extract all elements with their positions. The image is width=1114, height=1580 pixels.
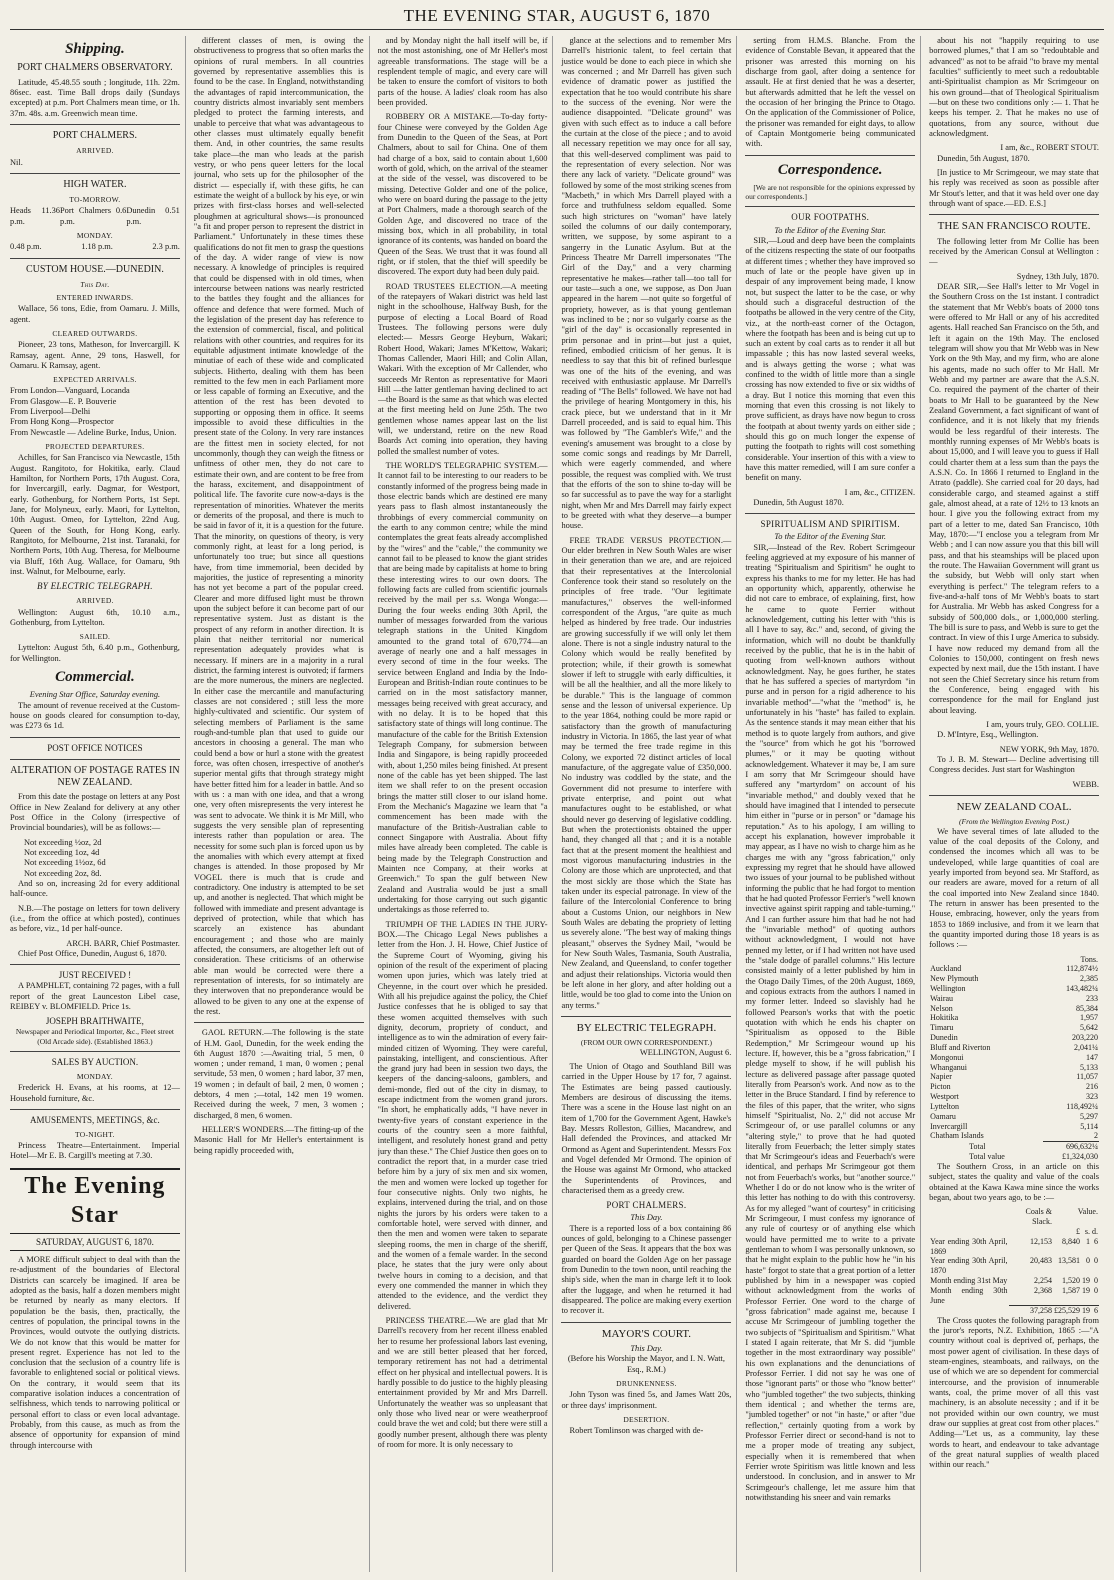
coal-tons: 216 xyxy=(1085,1082,1098,1092)
sf-date: Sydney, 13th July, 1870. xyxy=(1016,271,1099,281)
pamphlet-ad: A PAMPHLET, containing 72 pages, with a full report of the great Launceston Libel case, REIBEY v. BLOMFIELD. Price 1s. xyxy=(10,981,180,1012)
post-office-heading: POST OFFICE NOTICES xyxy=(47,742,143,753)
coal-row xyxy=(929,1023,1099,1033)
commercial-text: The amount of revenue received at the Custom-house on goods cleared for consumption to-day, was £273 6s 1d. xyxy=(10,700,180,731)
san-francisco-heading: THE SAN FRANCISCO ROUTE. xyxy=(937,220,1091,233)
coal-source: (From the Wellington Evening Post.) xyxy=(959,817,1070,827)
ny-sign: WEBB. xyxy=(1072,779,1099,789)
mayors-court-day: This Day. xyxy=(630,1344,663,1354)
road-trustees-item: ROAD TRUSTEES ELECTION.—A meeting of the ratepayers of Wakari district was held last night in the schoolhouse, Halfway Bush, for the purpose of electing a Local Board of Road Trustees. The following persons were duly elected:— Messrs George Heyburn, Wakari; Robert Hood, Wakari; James M'Kettow, Wakari; Thomas Callender, Maori Hill; and Colin Allan, Wakari. With the exception of Mr Callender, who succeeds Mr Renton as representative for Maori Hill —the latter gentleman having declined to act—the Board is the same as that which was elected at the first meeting held on June 25th. The two gentlemen whose names appear last on the list will, we understand, retire on the new Road Boards Act coming into operation, they having polled the smallest number of votes. xyxy=(377,281,548,456)
coal2-cell: 0 xyxy=(1093,1256,1098,1266)
coal2-cell: 1 xyxy=(1085,1236,1090,1246)
coal2-cell: 8,840 xyxy=(1061,1236,1080,1246)
hw-monday-dunedin: 2.3 p.m. xyxy=(152,242,180,252)
hw-port: Port Chalmers 0.6 p.m. xyxy=(60,206,127,226)
entered-inwards-label: ENTERED INWARDS. xyxy=(56,293,134,303)
coal2-row xyxy=(929,1237,1099,1257)
coal-value-amount: £1,324,030 xyxy=(1061,1152,1098,1162)
column-5 xyxy=(745,36,921,1572)
coal-end: The Cross quotes the following paragraph from the juror's reports, N.Z. Exhibition, 1865 :—"A country without coal is deprived of, perhaps, the most power agent of civilisation. In these days of steam-engines, steamboats, and railways, on the use of which we are so dependent for commercial intercourse, and the provision of innumerable wants, coal, the prime mover of all this vast machinery, is an absolute necessity ; and if it be not provided within our own country, we must draw our supplies at great cost from other places." Adding—"Let us, as a community, lay these words to heart, and endeavour to take advantage of the great natural supplies of wealth placed within our reach." xyxy=(929,1315,1099,1470)
postage-rate: Not exceeding 1oz, 4d xyxy=(24,848,100,858)
coal-tons: 5,642 xyxy=(1079,1023,1098,1033)
coal2-period: Month ending 31st May xyxy=(930,1276,1008,1285)
monday-label: MONDAY. xyxy=(76,231,113,241)
tomorrow-label: TO-MORROW. xyxy=(69,195,121,205)
sf-to: D. M'Intyre, Esq., Wellington. xyxy=(937,730,1039,740)
coal-row xyxy=(929,1033,1099,1043)
coal-port: Hokitika xyxy=(930,1013,959,1023)
coal2-cell: 2,254 xyxy=(1033,1276,1052,1285)
coal-port: Wairau xyxy=(930,993,954,1003)
high-water-heading: HIGH WATER. xyxy=(63,178,127,190)
hw-monday-row xyxy=(10,242,180,252)
coal-port: Oamaru xyxy=(930,1111,956,1121)
paper-title: The Evening Star xyxy=(10,1168,180,1234)
coal-port: Chatham Islands xyxy=(930,1131,984,1141)
mayors-court-before: (Before his Worship the Mayor, and I. N. Watt, Esq., R.M.) xyxy=(567,1354,725,1374)
coal-tons: 1,957 xyxy=(1079,1013,1098,1023)
coal2-period: Year ending 30th April, 1870 xyxy=(930,1256,1008,1276)
entered-text: Wallace, 56 tons, Edie, from Oamaru. J. Mills, agent. xyxy=(10,304,180,324)
et-arrived-text: Wellington: August 6th, 10.10 a.m., Gothenburg, from Lyttelton. xyxy=(10,607,180,627)
commercial-office: Evening Star Office, Saturday evening. xyxy=(29,690,161,700)
column-2 xyxy=(194,36,370,1572)
kawa-kawa-table xyxy=(929,1207,1099,1316)
sailed-label: SAILED. xyxy=(79,632,111,642)
hw-dunedin: Dunedin 0.51 p.m. xyxy=(126,206,180,226)
coal-row xyxy=(929,1102,1099,1112)
coal-row xyxy=(929,1082,1099,1092)
coal-tons: 118,492¼ xyxy=(1066,1101,1098,1111)
postage-rate: Not exceeding 2oz, 8d. xyxy=(24,868,102,878)
coal2-sub-pence: d. xyxy=(1091,1226,1098,1236)
coal2-cell: 1,520 xyxy=(1061,1276,1080,1285)
mayors-court-heading: MAYOR'S COURT. xyxy=(601,1327,692,1340)
coal2-cell: 0 xyxy=(1093,1276,1098,1285)
coal-tons: 2 xyxy=(1093,1131,1098,1141)
coal-port: Auckland xyxy=(930,964,962,974)
correspondence-heading: Correspondence. xyxy=(777,161,883,178)
wellington-text: The Union of Otago and Southland Bill was carried in the Upper House by 17 for, 7 against. The Estimates are being passed cautiously. Members are desirous of discussing the items. There was a scene in the House last night on an item of 1,700 for the Government Agent, Hawke's Bay. Messrs Rolleston, Gillies, Macandrew, and Hall defended the Provinces, and attacked Mr Ormond as Agent and Superintendent. Messrs Fox and Vogel defended Mr Ormond. The opinion of the House was against Mr Ormond, who attacked the Superintendents of Provinces, and characterised them as a greedy crew. xyxy=(561,1061,732,1195)
coal2-total-pence: 6 xyxy=(1091,1305,1099,1315)
braithwaite-name: JOSEPH BRAITHWAITE, xyxy=(45,1016,144,1027)
postage-office: Chief Post Office, Dunedin, August 6, 1870. xyxy=(18,949,167,959)
postage-nb: N.B.—The postage on letters for town delivery (i.e., from the office at which posted), continues as before, viz., 1d per half-ounce. xyxy=(10,903,180,934)
coal2-period: Month ending 30th June xyxy=(930,1285,1008,1305)
coal-tons: 5,114 xyxy=(1080,1121,1098,1131)
braithwaite-desc: Newspaper and Periodical Importer, &c., Fleet street (Old Arcade side). (Established 1863.) xyxy=(15,1027,174,1046)
spiritualism-letter: SIR,—Instead of the Rev. Robert Scrimgeour feeling aggrieved at my exposure of his manner of treating "Spiritualism and Spiritism" he ought to express his thanks to me for my letter. He has had an opportunity which, apparently, otherwise he did not care to embrace, of explaining, first, how he came to quote Ferrier without acknowledgement, cutting his letter with "this is all I have to say, &c." and, second, of giving the information, which will no doubt be thankfully received by the public, that he is in the habit of quoting from well-known authors without acknowledgment. Nay, he goes further, he states that he has suffered a species of martyrdom "in purse and in person for a rigid adherence to his invariable method"—"what the "method" is, he unfortunately in his "haste" has failed to explain. As the sentence stands it may mean either that his method is to quote largely from authors, and give the "source" from which he got his "borrowed plumes," or it may be quoting without acknowledgement. Whatever it may be, I am sure I am sorry that Mr Scrimgeour should have suffered any "martyrdom" on account of his "invariable method," and doubly vexed that he should have imagined that I intended to persecute him either in "purse or in person" or "damage his reputation." As to his apology, I am willing to accept his explanation, however improbable it may appear, as I have no wish to charge him as he charges me with any "gross fabrication," only expressing my regret that he should have allowed two issues of your journal to be published without informing the public that he had forgot to mention that he had quoted Professor Ferrier's "well known invective against spirit rapping and table-turning." And I can further assure him that had he not had the "invariable method" of quoting authors without acknowledgment, I would not have penned my letter, or if I had written not have used the "stale dodge of parallel columns." His lecture consisted mainly of a letter published by him in the Otago Daily Times, of the 20th August, 1869, and copious extracts from the authors I named in my former letter. Indeed so slavishly had he followed Pearson's works that with the poetic quotation with which he ends his chapter on "Spiritualism as opposed to the Bible Redemption," Mr Scrimgeour wound up his lecture. If, however, this be a "gross fabrication," I pledge myself to show, if he will publish his lecture as delivered passage after passage quoted literally from Pearson's work. And now as to the letter in the Bruce Standard. I find by reference to the files of this paper, that the writer, who signs himself "Spiritualist, No. 2," did not accuse Mr Scrimgeour of, or use parallel columns or any "altering style," to prove that he had quoted literally from Feuerbach; the letter simply states that Mr Scrimgeour's ideas and Feuerbach's were identical, and perhaps Mr Scrimgeour got them not from Feuerbach's works, but "another source." Whether I do or do not know who is the writer of this letter has nothing to do with this controversy. As for my alleged "want of courtesy" in criticising Mr Scrimgeour, I must confess my ignorance of any rule of courtesy or of anything else which would have permitted me to write to a private gentleman to whom I was personally unknown, so that he might explain to the public how he "in his haste" forgot to state that a great portion of a letter published by him in a newspaper was copied without acknowledgment from the works of Professor Ferrier. One word to the charge of "gross fabrication" made against me, because I accuse Mr Scrimgeour of jumbling together the two subjects of "Spiritualism and Spiritism." What I stated I again reiterate, that Mr S. did "jumble together in the most extraordinary way possible" his own explanations and the denunciations of Professor Ferrier. I did not say he was one of those "ignorant parts" or those who "know better" who "jumbled together" the two subjects, thinking them identical ; and whether the terms are, "jumbled together" or not "in haste," or after "due reflection," certainly quoting from a work by Professor Ferrier direct or second-hand is not to me a proper mode of treating any subject, especially when it is remembered that when Ferrier wrote Spiritism was little known and less understood. In conclusion, and in answer to Mr Scrimgeour's challenge, let me assure him that notwithstanding his sneer and vain remarks xyxy=(745,542,916,1502)
desertion-label: DESERTION. xyxy=(623,1414,670,1424)
commercial-heading: Commercial. xyxy=(55,669,135,686)
coal-intro: We have several times of late alluded to the value of the coal deposits of the Colony, and condensed the incomes which all was to be undeveloped, while large quantities of coal are yearly imported from beyond sea. Mr Stafford, as our readers are aware, moved for a return of all the coal imported into New Zealand since 1840. The return in answer has been presented to the House, embracing, however, only the years from 1853 to 1869 inclusive, and from it we learn that the quantity imported during those 18 years is as follows :— xyxy=(929,826,1099,950)
hw-tomorrow-row xyxy=(10,206,180,227)
footpaths-sign: I am, &c., CITIZEN. xyxy=(844,487,916,497)
port-chalmers-day: This Day. xyxy=(630,1213,663,1223)
telegraph-item: THE WORLD'S TELEGRAPHIC SYSTEM.—It cannot fail to be interesting to our readers to be constantly informed of the progress being made in those electric bands which are destined ere many years pass to flash almost instantaneously the throbbings of every commercial community on the earth to any common centre; while the mind contemplates the great feats already accomplished by the "wires" and the "cable," the community we cannot fail to be pleased to know the giant strides that are being made by capitalists at home to bring these interesting wires to our own doors. The following facts are culled from scientific journals received by the mail per s.s. Wonga Wonga:—During the four weeks ending 30th April, the number of messages forwarded from the various telegraph stations in the United Kingdom amounted to the grand total of 670,774—an average of nearly one and a half messages in every second of time in the four weeks. The service between England and India by the Indo-European and British-Indian route continues to be carried on in the most satisfactory manner, messages being received with great accuracy, and with no delay. It is to be hoped that this satisfactory state of things will long continue. The manufacture of the cable for the British Extension Telegraph Company, for submersion between India and Singapore, is being rapidly proceeded with, about 1,250 miles being finished. At present none of the cable has yet been shipped. The last item we shall refer to on the present occasion brings the matter still closer to our island home. From the Mechanic's Magazine we learn that "a commencement has been made with the manufacture of the British-Australian cable to connect Singapore with Australia. About fifty miles have already been completed. The cable is being made by the Telegraph Construction and Mainten nce Company, at their works at Greenwich." To span the gulf between New Zealand and Australia would be just a small undertaking for those carrying out such gigantic undertakings as those referred to. xyxy=(377,461,548,915)
arrived-label: ARRIVED. xyxy=(76,146,114,156)
coal-row xyxy=(929,984,1099,994)
observatory-text: Latitude, 45.48.55 south ; longitude, 11h. 22m. 86sec. east. Time Ball drops daily (Sundays excepted) at p.m. Port Chalmers mean time, or 1h. 37m. 48s. a.m. Greenwich mean time. xyxy=(10,77,180,118)
coal-row xyxy=(929,974,1099,984)
arrival-item: From Newcastle — Adeline Burke, Indus, Union. xyxy=(10,427,177,437)
coal-row xyxy=(929,1063,1099,1073)
postage-heading: ALTERATION OF POSTAGE RATES IN NEW ZEALAND. xyxy=(10,764,180,789)
tonight-label: TO-NIGHT. xyxy=(75,1129,115,1139)
coal2-row xyxy=(929,1276,1099,1286)
hw-monday-port: 1.18 p.m. xyxy=(81,242,113,252)
coal-tons: 203,220 xyxy=(1071,1033,1098,1043)
nz-coal-heading: NEW ZEALAND COAL. xyxy=(956,800,1072,813)
heller-continued: and by Monday night the hall itself will be, if not the most astonishing, one of Mr Heller's most agreeable transformations. The stage will be a resplendent temple of magic, and every care will be taken to ensure the comfort of visitors to both parts of the house. A ladies' cloak room has also been provided. xyxy=(377,36,548,107)
stout-sign: I am, &c., ROBERT STOUT. xyxy=(1000,143,1099,153)
coal2-cell: 13,581 xyxy=(1057,1256,1080,1266)
coal-row xyxy=(929,994,1099,1004)
coal-imports-table xyxy=(929,955,1099,1162)
drunkenness-text: John Tyson was fined 5s, and James Watt 20s, or three days' imprisonment. xyxy=(561,1390,732,1410)
cleared-label: CLEARED OUTWARDS. xyxy=(52,329,138,338)
coal2-cell: 0 xyxy=(1085,1256,1090,1266)
departures-text: Achilles, for San Francisco via Newcastle, 15th August. Rangitoto, for Hokitika, early. Claud Hamilton, for Northern Ports, 17th August. Cora, for Invercargill, early. Dagmar, for Westport, early. Gothenburg, for Northern Ports, 1st Sept. Jane, for Molyneux, early. Maori, for Lyttelton, 10th August. Omeo, for Lyttelton, 22nd Aug. Queen of the South, for Hong Kong, early. Rangitoto, for Melbourne, 21st inst. Taranaki, for Northern Ports, 10th Aug. Theresa, for Melbourne via Bluff, 16th Aug. Wallace, for Oamaru, 9th inst. Walnut, for Melbourne, early. xyxy=(10,453,180,576)
coal2-total-shillings: 19 xyxy=(1081,1305,1090,1315)
arrival-item: From London—Vanguard, Locanda xyxy=(10,386,130,396)
coal-total-value: 696,632¼ xyxy=(1043,1142,1099,1152)
coal-row xyxy=(929,964,1099,974)
coal-tons: 323 xyxy=(1085,1092,1098,1102)
port-chalmers-heading: PORT CHALMERS. xyxy=(606,1200,687,1211)
own-correspondent: (FROM OUR OWN CORRESPONDENT.) xyxy=(580,1038,712,1048)
spiritualism-editor: To the Editor of the Evening Star. xyxy=(774,532,887,542)
stout-date: Dunedin, 5th August, 1870. xyxy=(937,153,1030,163)
coal-tons: 5,133 xyxy=(1079,1062,1098,1072)
coal-port: Mongonui xyxy=(930,1052,964,1062)
coal2-cell: 19 xyxy=(1081,1276,1090,1285)
coal-row xyxy=(929,1013,1099,1023)
robbery-item: ROBBERY OR A MISTAKE.—To-day forty-four Chinese were conveyed by the Golden Age from Dunedin to the Queen of the Seas, at Port Chalmers, about to sail for China. One of them had charge of a box, said to contain about 1,600 worth of gold, which, on the arrival of the steamer at the side of the vessel, was discovered to be missing. Detective Golder and one of the police, who were on board during the passage to the jetty at Port Chalmers, made a thorough search of the Golden Age, and discovered no trace of the missing box, which in all probability, in total ignorance of its contents, was handed on board the Queen of the Seas. We trust that it was found all right, or if stolen, that the thief will speedily be discovered. The export duty had been duly paid. xyxy=(377,112,548,277)
ny-date: NEW YORK, 9th May, 1870. xyxy=(999,744,1099,754)
coal-port: Westport xyxy=(930,1092,959,1102)
coal-port: Lyttelton xyxy=(930,1101,960,1111)
ny-text: To J. B. M. Stewart— Decline advertising till Congress decides. Just start for Washington xyxy=(929,754,1099,775)
coal-tons: 5,297 xyxy=(1079,1111,1098,1121)
coal-port: Napier xyxy=(930,1072,952,1082)
coal-tons: 147 xyxy=(1085,1052,1098,1062)
drunkenness-label: DRUNKENNESS. xyxy=(616,1379,677,1389)
spiritualism-continued: about his not "happily requiring to use borrowed plumes," that I am so "redoubtable and advanced" as not to be afraid "to brave my mental faculties" sufficiently to meet such a redoubtable anti-Spiritualist champion as Mr Scrimgeour on his own ground—that of Theological Spiritualism—but on these two conditions only :— 1. That he keeps his temper. 2. That he makes no use of quotations, from any source, without due acknowledgment. xyxy=(929,36,1099,138)
columns xyxy=(10,36,1104,1572)
leader-text: A MORE difficult subject to deal with than the re-adjustment of the boundaries of Electoral Districts can scarcely be imagined. If area be adopted as the basis, half a dozen members might be returned by nearly as many electors. If population be the basis, then, practically, the centres of population, the principal towns in the Provinces, would outvote the outlying districts. We do not know that this would be matter for present regret. Experience has not led to the conclusion that the seclusion of a country life is favorable to enlightened social or political views. On the contrary, it would seem that its comparative isolation induces a concentration of selfishness, which tends to narrowing political or personal effort to class or even local advantage. Probably, from this cause, as much as from the absence of opportunity for expansion of mind through intercourse with xyxy=(10,1254,180,1450)
hw-heads: Heads 11.36 p.m. xyxy=(10,206,60,226)
column-4 xyxy=(561,36,737,1572)
coal-row xyxy=(929,1072,1099,1082)
column-6 xyxy=(929,36,1104,1572)
coal2-sub-shillings: s. xyxy=(1084,1226,1090,1236)
postage-rates xyxy=(10,838,180,879)
paper-date: SATURDAY, AUGUST 6, 1870. xyxy=(10,1237,180,1251)
footpaths-letter: SIR,—Loud and deep have been the complaints of the citizens respecting the state of our footpaths at different times ; whether they have improved so much of late or the people have given up in despair of any improvement being made, I know not, but suspect the latter to be the case, or why should such a disgraceful destruction of the footpaths be allowed in the very centre of the City, viz., at the north-east corner of the Octagon, where the footpath has been and is being cut up to such an extent by coal carts as to render it all but impassable ; this has now lasted several weeks, and is always getting the worse ; what was confined to the width of little more than a single crossing has now extended to five or six widths of a dray. But I notice this morning that even this morning that even this crossing is not likely to prove sufficient, as drays have now begun to cross the footpath at about twenty yards on either side ; should this go on much longer the expense of putting the footpath to rights will cost something considerable. Your insertion of this with a view to have this matter remedied, will I am sure confer a benefit on many. xyxy=(745,235,916,483)
amusements-text: Princess Theatre—Entertainment. Imperial Hotel—Mr E. B. Cargill's meeting at 7.30. xyxy=(10,1141,180,1161)
arrival-item: From Liverpool—Delhi xyxy=(10,407,91,417)
editor-note: [In justice to Mr Scrimgeour, we may state that his reply was received as soon as possible after Mr Stout's letter, and that it was held over one day through want of space.—ED. E.S.] xyxy=(929,167,1099,208)
coal2-cell: 12,153 xyxy=(1029,1236,1052,1246)
port-heading: PORT CHALMERS. xyxy=(52,130,138,142)
coal2-cell: 0 xyxy=(1093,1285,1098,1295)
just-received: JUST RECEIVED ! xyxy=(58,970,132,981)
theatre-continued: glance at the selections and to remember Mrs Darrell's histrionic talent, to feel certain that justice would be done to each piece in which she was concerned ; and Mr Darrell has given such evidence of dramatic power as justified the expectation that he too would contribute his share to the success of the evening. Nor were the audience disappointed. "Delicate ground" was given with such effect as to induce a call before the curtain at the close of the piece ; and to avoid all necessary repetition we may once for all say, that this well-deserved compliment was paid to the representation of every selection. Nor was there any lack of variety. "Delicate ground" was followed by some of the most striking scenes from "Macbeth," in which Mrs Darrell played with a force and truthfulness seldom equalled. Some such high strictures on "woman" have lately soiled the columns of our daily contemporary, written, we suppose, by some aspirant to a sangerry in the Lunatic Asylum. But at the Princess Theatre Mr Darrell impersonates "The Girl of the Day," and a very charming representative he makes—rather tall—too tall for our taste—such a one, we suppose, as Don Juan appeared in the harem —not quite so forgetful of propriety, however, as is that young gentleman was inclined to be ; nor so vulgarly coarse as the "girl of the day" is occasionally represented in prim personae and in print—but just a quiet, refined, embodied criticism of her genus. It is needless to say that this bit of refined burlesque was one of the hits of the evening, and was received with enthusiastic applause. Mr Darrell's reading of "The Bells" followed. We have not had the privilege of hearing Montgomery in this, his crack piece, but we understand that in it Mr Darrell proceeded, and is said to equal him. This was followed by "The Gambler's Wife," and the evening's amusement was brought to a close by some comic songs and readings by Mr Darrell, which were eagerly commended, and where possible, the request was complied with. We trust that the efforts of the son to shine to-day will be so far successful as to pave the way for a starlight night, when Mr and Mrs Darrell may fairly expect to be greeted with what they deserve—a bumper house. xyxy=(561,36,732,531)
coal-para: The Southern Cross, in an article on this subject, states the quality and value of the coals obtained at the Kawa Kawa mine since the works began, about two years ago, to be :— xyxy=(929,1161,1099,1202)
auction-text: Frederick H. Evans, at his rooms, at 12—Household furniture, &c. xyxy=(10,1083,180,1103)
sf-letter: DEAR SIR,—See Hall's letter to Mr Vogel in the Southern Cross on the 1st instant. I contradict the statement that Mr Webb's boats of 2000 tons were offered to Mr Hall or any of his accredited agents. Hall reached San Francisco on the 5th, and left it again on the 19th May. The enclosed telegram will show you that Mr Webb was in New York on the 9th May, and my firm, who are alone his agents, made no such offer to Mr Hall. Mr Webb and my partner are aware that the A.S.N. Co. required the payment of the charter of their boats to Mr Hall to be guaranteed by the New Zealand Government, a fact significant of want of confidence, and it is not likely that my friends would be less regardful of their interests. The monthly running expenses of Mr Webb's boats is about 15,000, and I will leave you to guess if Hall could charter them at a less sum than the pays the A.S.N. Co. In 1866 I returned to England in the Atrato (paddle). She carried coal for 20 days, had considerable cargo, and steamed against a stiff gale, almost ahead, at a rate of 12½ to 13 knots an hour. I give you the following extract from my part of a letter to me, dated San Francisco, 10th May, 1870:—"I enclose you a telegram from Mr Webb ; and I can now assure you that this bill will pass, and that his steamships will be placed upon the route. The Hawaiian Government will grant us the subsidy, but Webb will only start when everything is perfect." The telegram refers to a five-and-a-half tons of Mr Webb's boats to start for Australia. Mr Webb has asked Congress for a subsidy of 500,000 dols., or 1,000,000 sterling. The bill is sure to pass, and Webb is sure to get the contract. In view of this I urge America to subsidy. I have now reduced my demand from all the Colonies to 150,000, contingent on fresh news expected by next mail, due the 15th instant. I have not seen the Chief Secretary since his return from the Conference, being engaged with his correspondence for the mail for England just about leaving. xyxy=(929,282,1099,715)
coal-tons: 11,057 xyxy=(1076,1072,1098,1082)
coal-row xyxy=(929,1092,1099,1102)
coal2-head-coals: Coals & Slack. xyxy=(1025,1207,1052,1227)
coal-tons: 2,041¼ xyxy=(1073,1042,1098,1052)
coal-row xyxy=(929,1131,1099,1141)
coal-port: Dunedin xyxy=(930,1033,958,1043)
coal2-row xyxy=(929,1286,1099,1306)
amusements-heading: AMUSEMENTS, MEETINGS, &c. xyxy=(30,1114,160,1125)
footpaths-heading: OUR FOOTPATHS. xyxy=(791,212,870,223)
coal2-cell: 1,587 xyxy=(1061,1285,1080,1295)
observatory-heading: PORT CHALMERS OBSERVATORY. xyxy=(17,62,173,74)
spiritualism-heading: SPIRITUALISM AND SPIRITISM. xyxy=(760,519,900,530)
coal2-sub-pounds: £ xyxy=(1075,1226,1080,1236)
postage-rate: Not exceeding ½oz, 2d xyxy=(24,837,102,847)
shipping-heading: Shipping. xyxy=(65,41,125,57)
leader-continued: different classes of men, is owing the obstructiveness to progress that so often marks the opinions of rural members. In all countries governed by representative assemblies this is found to be the case. In England, notwithstanding the advantages of rapid intercommunication, the country districts almost invariably sent members pledged to protect the farming interests, and unable to perceive that what was advantageous to other classes must ultimately equally benefit them. And, in other countries, the same results take place—the man who leads at the parish vestry, or who pens queer letters for the local journal, who sets up for the philosopher of the district — especially if, with these gifts, he can estimate the weight of a bullock by his eye, or win prizes with first-class horses and well-selected ploughmen at agricultural shows—is pronounced "a fit and proper person to represent the district in Parliament." Unfortunately in these times these qualifications do not fit men to grasp the questions of the day. A wider range of view is now necessary. A knowledge of principles is required that could be dispensed with in old times, when intercourse between nations was nearly restricted to the battles they fought and the alliances for offence and defence that were formed. Much of the legislation of the present day has reference to the extension of commercial, fiscal, and political relations with other countries, and requires for its equitable adjustment intimate knowledge of the minutiae of each of these wide and complicated subjects. Hitherto, dealing with them has been remitted to the few men in each Parliament more or less capable of forming an Executive, and the attention of the rest has been devoted to supporting or opposing them in office. It seems impossible to avoid these difficulties in the present state of the Colony. In very rare instances are the fittest men in society elected, for not uncommonly, though they can weigh the fitness or unfitness of other men, they do not care to estimate their own, and are content to be free from the harass, excitement, and disappointment of political life. The favorite cure now-a-days is the representation of minorities. Whatever the merits or demerits of the proposal, and there is much to be said in favor of it, it is a question for the future. That the minority, on questions of theory, is very commonly right, at least for a long period, is unfortunately too true; but since all questions have, from time immemorial, been decided by majorities, the justice of representing a minority has not yet become a part of the popular creed. Clearer and more diffused light must be thrown upon the subject before it can become part of our representative system. Just as distant is the prospect of any reform in another direction. It is plain that neither territorial nor numerical representation adequately provides what is necessary. If miners are in a majority in a rural district, the farming interest is outvoted; if farmers are the more numerous, the miners are neglected. In either case the mercantile and manufacturing classes are not considered ; still less the more highly-cultivated and scientific. Our system of selecting members of Parliament is the same rough-and-tumble plan that used to guide our ancestors in choosing a general. The man who could bend a bow or hurl a stone with the greatest force, was often chosen, irrespective of another's superior mental gifts that through strategy might have better fitted him for a leader in battle. And so with us : a man with one idea, and that a wrong one, very often misrepresents the very interest he was sent to advocate. We think it is Mr Mill, who suggests the very sensible plan of representing interests rather than population or area. The necessity for some such plan is forced upon us by the anomalies with which every attempt at fixed changes is attended. In those proposed by Mr VOGEL there is much that is crude and contradictory. One industry is attempted to be set up, and another is neglected. That which might be followed with immediate and present advantage is deprived of protection, while that which has scarcely an existence has abundant encouragement ; and those who are mainly affected, the consumers, are altogether left out of consideration. These criticisms of an otherwise able man would be corrected were there a representation of interests, for so intimately are they interwoven that no preponderance would be allowed to be given to any one at the expense of the rest. xyxy=(193,36,364,1016)
auction-day: MONDAY. xyxy=(76,1071,113,1081)
footpaths-date: Dunedin, 5th August 1870. xyxy=(753,498,844,508)
heller-wonders: HELLER'S WONDERS.—The fitting-up of the Masonic Hall for Mr Heller's entertainment is being rapidly proceeded with, xyxy=(193,1125,364,1155)
this-day-label: This Day. xyxy=(80,279,110,289)
coal-row xyxy=(929,1004,1099,1014)
coal2-head-value: Value. xyxy=(1077,1207,1098,1217)
auction-heading: SALES BY AUCTION. xyxy=(51,1056,139,1067)
coal-port: Nelson xyxy=(930,1003,953,1013)
coal-port: Wellington xyxy=(930,983,966,993)
coal-port: Picton xyxy=(930,1082,951,1092)
postage-text: From this date the postage on letters at any Post Office in New Zealand for delivery at any other Post Office in the Colony (irrespective of Provincial boundaries), will be as follows:— xyxy=(10,792,180,833)
column-1 xyxy=(10,36,186,1572)
arrival-item: From Glasgow—E. P. Bouverie xyxy=(10,396,117,406)
et-sailed-text: Lyttelton: August 5th, 6.40 p.m., Gothenburg, for Wellington. xyxy=(10,643,180,663)
coal-tons: 233 xyxy=(1085,993,1098,1003)
coal-tons: 112,874½ xyxy=(1066,964,1098,974)
arrival-item: From Hong Kong—Prospector xyxy=(10,417,114,427)
coal-port: New Plymouth xyxy=(930,974,979,984)
coal2-row xyxy=(929,1256,1099,1276)
coal-port: Whanganui xyxy=(930,1062,968,1072)
coal-head: Tons. xyxy=(1080,954,1098,964)
gaol-return: GAOL RETURN.—The following is the state of H.M. Gaol, Dunedin, for the week ending the 6th August 1870 :—Awaiting trial, 5 men, 0 women ; under remand, 1 man, 0 women ; penal servitude, 53 men, 0 women ; hard labor, 37 men, 19 women ; in default of bail, 2 men, 0 women ; debtors, 4 men ;—total, 142 men 19 women. Received during the week, 7 men, 3 women ; discharged, 8 men, 6 women. xyxy=(193,1028,364,1120)
masthead: THE EVENING STAR, AUGUST 6, 1870 xyxy=(10,6,1104,30)
footpaths-editor: To the Editor of the Evening Star. xyxy=(774,225,887,235)
coal-tons: 2,385 xyxy=(1079,974,1098,984)
free-trade-item: FREE TRADE VERSUS PROTECTION.—Our elder brethren in New South Wales are wiser in their generation than we are, and are rejoiced that their representatives at the Intercolonial Conference took their stand so resolutely on the principles of free trade. "Our legitimate manufactures," observes the well-informed correspondent of the Argus, "are quite as much helped as hindered by free trade. Our industries are growing successfully if we will only let them alone. There is not a single industry natural to the Colony which would be really benefited by protection; while, if their growth is somewhat slower if left to struggle with early difficulties, it will be all the healthier, and all the more likely to be durable." This is the language of common sense and the lesson of universal experience. Up to the year 1864, nothing could be more rapid or satisfactory than the growth of manufacturing industry in Victoria. In 1865, the last year of what may be termed the free trade regime in this Colony, we exported 72 distinct articles of local manufacture, of the aggregate value of £350,000. No industry was coddled by the state, and the Government did not presume to interfere with private enterprise, and point out what manufactures ought to be established, or what should never go deserving of legislative coddling. But when the protectionists obtained the upper hand, they changed all that ; and it is a notable fact that at the present moment the healthiest and most vigorous manufacturing industries in the Colony are those which are unprotected, and that the most sickly are those which the State has taken under its especial patronage. In view of the failure of the Intercolonial Conference to bring about a Customs Union, our neighbors in New South Wales are debating the propriety of letting us severely alone. "The best way of making things pleasant," observes the Sydney Mail, "would be for New South Wales, Tasmania, South Australia, New Zealand, and Queensland, to confer together and adjust their relationships. Victoria would then be left alone in her glory, and after holding out a little, would be too glad to come into the Union on any terms." xyxy=(561,535,732,1010)
electric-heading: BY ELECTRIC TELEGRAPH. xyxy=(36,581,153,592)
port-chalmers-text: There is a reported loss of a box containing 86 ounces of gold, belonging to a Chinese passenger per Queen of the Seas. It appears that the box was guarded on board the Golden Age on her passage from Dunedin to the town noon, until reaching the ship's side, when the man in charge left it to look after the luggage, and when he returned it had disappeared. The police are making every exertion to recover it. xyxy=(561,1223,732,1316)
et-arrived-label: ARRIVED. xyxy=(76,596,114,606)
coal-row xyxy=(929,1122,1099,1132)
coal2-period: Year ending 30th April, 1869 xyxy=(930,1236,1008,1256)
hw-monday-heads: 0.48 p.m. xyxy=(10,242,42,252)
desertion-continued: serting from H.M.S. Blanche. From the evidence of Constable Bevan, it appeared that the prisoner was arrested this morning on his discharge from gaol, after doing a sentence for assault. He at first denied that he was a deserter, but afterwards admitted that he left the vessel on the occasion of her bringing the Prince to Otago. On the application of the Commissioner of Police, the prisoner was remanded for eight days, to allow of Captain Montgomerie being communicated with. xyxy=(745,36,916,149)
coal2-total-pounds: £25,529 xyxy=(1053,1305,1080,1315)
coal2-cell: 20,483 xyxy=(1029,1256,1052,1266)
projected-label: PROJECTED DEPARTURES. xyxy=(45,442,145,452)
correspondence-note: [We are not responsible for the opinions expressed by our correspondents.] xyxy=(745,183,916,202)
expected-arrivals-label: EXPECTED ARRIVALS. xyxy=(53,375,137,385)
electric-telegraph-heading: BY ELECTRIC TELEGRAPH. xyxy=(576,1021,717,1034)
postage-after: And so on, increasing 2d for every additional half-ounce. xyxy=(10,879,180,899)
column-3 xyxy=(378,36,554,1572)
coal-tons: 85,384 xyxy=(1075,1003,1098,1013)
coal2-cell: 19 xyxy=(1081,1285,1090,1295)
custom-heading: CUSTOM HOUSE.—DUNEDIN. xyxy=(25,263,164,275)
desertion-text: Robert Tomlinson was charged with de- xyxy=(569,1426,704,1436)
postage-rate: Not exceeding 1½oz, 6d xyxy=(24,858,106,868)
coal-port: Timaru xyxy=(930,1023,954,1033)
coal-tons: 143,482¼ xyxy=(1065,983,1098,993)
arrivals-list xyxy=(10,386,180,438)
postage-sign: ARCH. BARR, Chief Postmaster. xyxy=(66,938,180,948)
coal-port: Invercargill xyxy=(930,1121,968,1131)
coal2-total-tons: 37,258 xyxy=(1009,1305,1053,1315)
sf-intro: The following letter from Mr Collie has been received by the American Consul at Wellington :— xyxy=(929,236,1099,267)
cleared-text: Pioneer, 23 tons, Matheson, for Invercargill. K Ramsay, agent. Anne, 29 tons, Haswell, for Oamaru. K Ramsay, agent. xyxy=(10,340,180,370)
coal-value-label: Total value xyxy=(969,1152,1005,1162)
coal-total-label: Total xyxy=(969,1141,986,1151)
princess-theatre-item: PRINCESS THEATRE.—We are glad that Mr Darrell's recovery from her recent illness enabled her to resume her professional labors last evening, and we are still better pleased that her forced, temporary retirement has not had a detrimental effect on her physical and intellectual powers. It is hardly possible to do justice to the highly pleasing entertainment provided by Mr and Mrs Darrell. Unfortunately the weather was so unpleasant that only those who lived near or were weatherproof could brave the wet and cold; but there were still a goodly number present, although there was plenty of room for more. It is only necessary to xyxy=(377,1316,548,1449)
coal2-cell: 2,368 xyxy=(1033,1285,1052,1295)
coal-row xyxy=(929,1043,1099,1053)
ladies-jury-item: TRIUMPH OF THE LADIES IN THE JURY-BOX.—The Chicago Legal News publishes a letter from the Hon. J. H. Howe, Chief Justice of the Supreme Court of Wyoming, giving his opinion of the result of the experiment of placing women upon juries, which was lately tried at Cheyenne, in the court over which he presided. With all his prejudice against the policy, the Chief Justice confesses that he is obliged to say that these women acquitted themselves with such dignity, decorum, propriety of conduct, and intelligence as to win the admiration of every fair-minded citizen of Wyoming. They were careful, painstaking, intelligent, and conscientious. After the grand jury had been in session two days, the keepers of the dancing-saloons, gamblers, and demi-monde, fled out of the city in dismay, to escape indictment from the women grand jurors. "In short, he emphatically adds, "I have never in twenty-five years of constant experience in the courts of the country seen a more faithful, intelligent, and resolutely honest grand and petty jury than these." The Chief Justice then goes on to contradict the report that, in a murder case tried before him by a jury of six men and six women, the men and women were locked up together for four consecutive nights. Only two nights, he explains, intervened during the trial, and on those nights the jurors by his orders were taken to a comfortable hotel, were served with dinner, and then the men and women were taken to separate sleeping rooms, the men in charge of the sheriff, and the women of a female warder. In the second place, he states that the jury were only about twelve hours in coming to a decision, and that every one commended the manner in which they attended to the evidence, and the verdict they delivered. xyxy=(377,919,548,1311)
coal-row xyxy=(929,1053,1099,1063)
coal-port: Bluff and Riverton xyxy=(930,1042,991,1052)
wellington-date: WELLINGTON, August 6. xyxy=(639,1047,732,1057)
nil-text: Nil. xyxy=(10,157,23,167)
coal-row xyxy=(929,1112,1099,1122)
coal2-cell: 6 xyxy=(1093,1236,1098,1246)
sf-sign: I am, yours truly, GEO. COLLIE. xyxy=(986,719,1099,729)
